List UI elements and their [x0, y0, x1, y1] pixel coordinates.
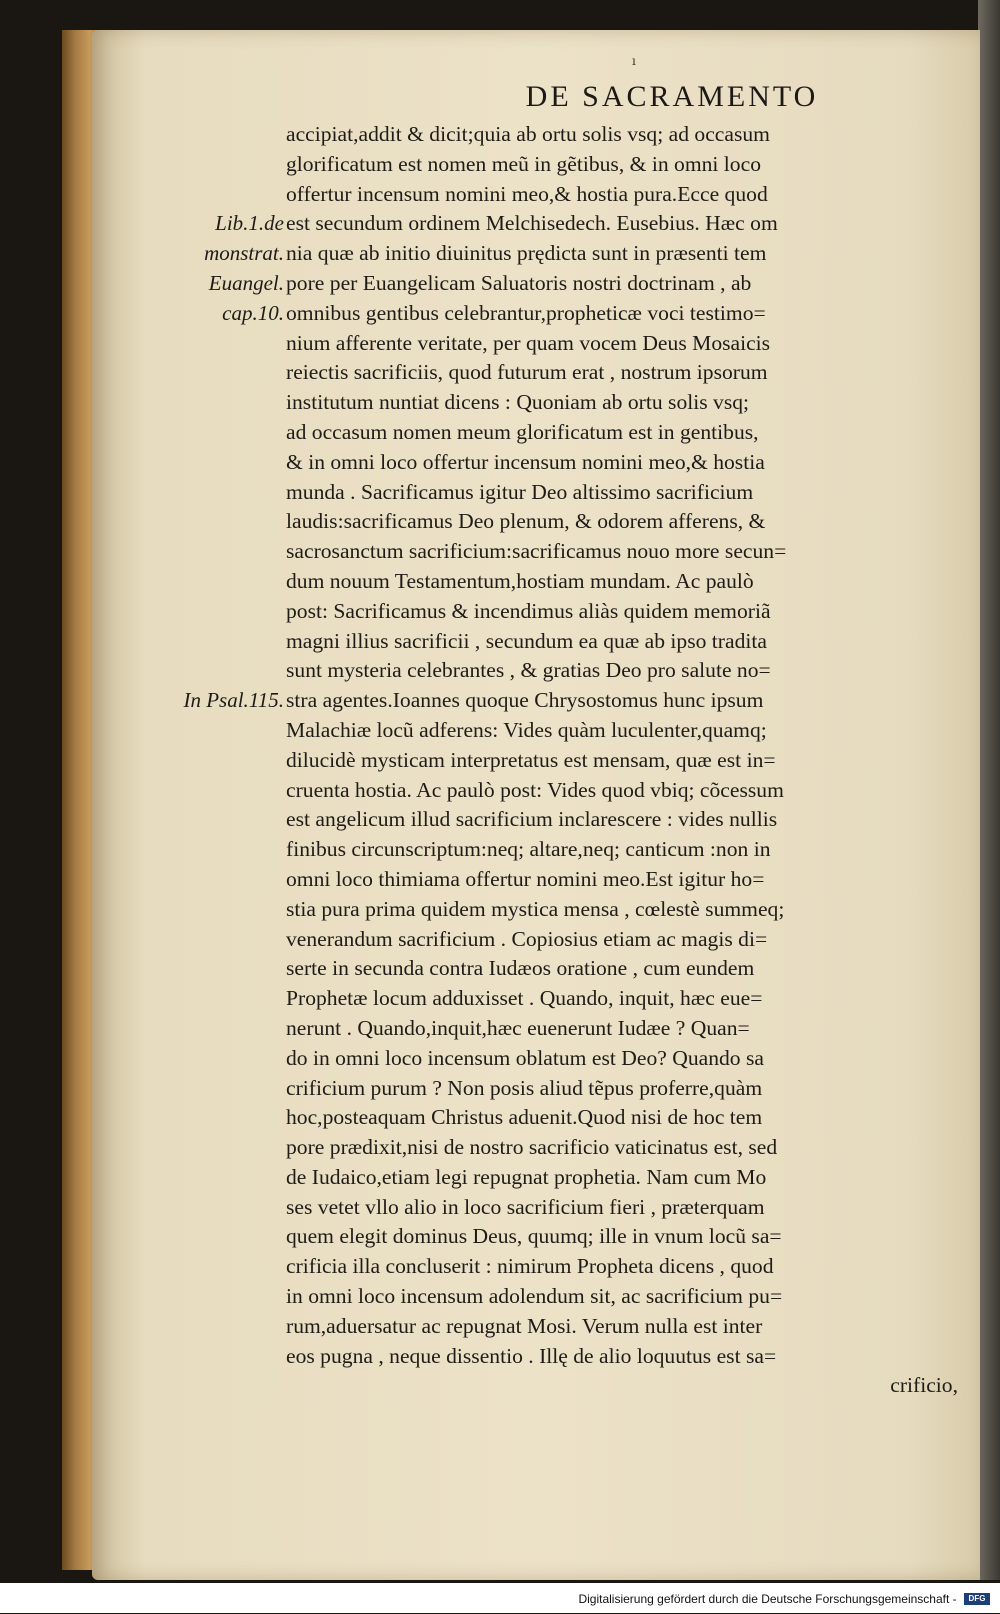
dfg-logo-icon: DFG	[964, 1593, 990, 1605]
text-line: in omni loco incensum adolendum sit, ac sacrificium pu=	[286, 1284, 783, 1309]
text-line: nia quæ ab initio diuinitus prędicta sunt in præsenti tem	[286, 241, 767, 266]
book-spine-edge	[978, 0, 1000, 1580]
margin-note-line: Euangel.	[208, 271, 284, 295]
text-line: crificia illa concluserit : nimirum Propheta dicens , quod	[286, 1254, 774, 1279]
margin-note-eusebius	[136, 208, 284, 328]
text-line: accipiat,addit & dicit;quia ab ortu solis vsq; ad occasum	[286, 122, 770, 146]
text-line: & in omni loco offertur incensum nomini meo,& hostia	[286, 449, 765, 474]
running-header: DE SACRAMENTO	[525, 80, 819, 113]
text-line: est secundum ordinem Melchisedech. Eusebius. Hæc om	[286, 211, 778, 236]
text-line: pore prædixit,nisi de nostro sacrificio vaticinatus est, sed	[286, 1135, 778, 1160]
text-line: finibus circunscriptum:neq; altare,neq; canticum :non in	[286, 837, 771, 862]
folio-mark: ı	[632, 54, 636, 68]
text-line: do in omni loco incensum oblatum est Deo? Quando sa	[286, 1045, 764, 1070]
text-line: Malachiæ locũ adferens: Vides quàm luculenter,quamq;	[286, 717, 767, 742]
text-line: nerunt . Quando,inquit,hæc euenerunt Iudæe ? Quan=	[286, 1015, 750, 1040]
text-line: venerandum sacrificium . Copiosius etiam ac magis di=	[286, 926, 768, 951]
text-line: cruenta hostia. Ac paulò post: Vides quod vbiq; cõcessum	[286, 777, 784, 802]
text-line: de Iudaico,etiam legi repugnat prophetia. Nam cum Mo	[286, 1164, 767, 1189]
text-line: rum,aduersatur ac repugnat Mosi. Verum nulla est inter	[286, 1313, 763, 1338]
text-line: munda . Sacrificamus igitur Deo altissimo sacrificium	[286, 479, 754, 504]
text-line: ses vetet vllo alio in loco sacrificium fieri , præterquam	[286, 1194, 765, 1219]
text-line: hoc,posteaquam Christus aduenit.Quod nisi de hoc tem	[286, 1105, 763, 1130]
text-line: quem elegit dominus Deus, quumq; ille in vnum locũ sa=	[286, 1224, 782, 1249]
text-line: omnibus gentibus celebrantur,propheticæ voci testimo=	[286, 300, 766, 325]
text-line: post: Sacrificamus & incendimus aliàs quidem memoriã	[286, 598, 771, 623]
text-line: eos pugna , neque dissentio . Illę de alio loquutus est sa=	[286, 1343, 777, 1368]
margin-note-line: In Psal.115.	[183, 688, 284, 712]
text-line: magni illius sacrificii , secundum ea quæ ab ipso tradita	[286, 628, 767, 653]
text-line: dum nouum Testamentum,hostiam mundam. Ac paulò	[286, 568, 754, 593]
text-line: stra agentes.Ioannes quoque Chrysostomus hunc ipsum	[286, 688, 764, 713]
margin-note-line: Lib.1.de	[215, 211, 284, 235]
text-line: ad occasum nomen meum glorificatum est in gentibus,	[286, 419, 759, 444]
text-line: laudis:sacrificamus Deo plenum, & odorem afferens, &	[286, 509, 766, 534]
body-text	[286, 120, 958, 1401]
book-page	[92, 30, 980, 1580]
text-line: serte in secunda contra Iudæos oratione , cum eundem	[286, 956, 755, 981]
text-line: Prophetæ locum adduxisset . Quando, inquit, hæc eue=	[286, 986, 763, 1011]
margin-note-chrysostom	[136, 685, 284, 715]
text-line: crificium purum ? Non posis aliud tẽpus proferre,quàm	[286, 1075, 763, 1100]
text-line: sunt mysteria celebrantes , & gratias Deo pro salute no=	[286, 658, 771, 683]
text-line: glorificatum est nomen meũ in gẽtibus, & in omni loco	[286, 151, 761, 176]
text-line: institutum nuntiat dicens : Quoniam ab ortu solis vsq;	[286, 390, 750, 415]
text-line: reiectis sacrificiis, quod futurum erat , nostrum ipsorum	[286, 360, 768, 385]
text-line: stia pura prima quidem mystica mensa , cœlestè summeq;	[286, 896, 785, 921]
text-line: dilucidè mysticam interpretatus est mensam, quæ est in=	[286, 747, 776, 772]
text-line: crificio,	[890, 1373, 958, 1398]
margin-note-line: cap.10.	[222, 301, 284, 325]
text-line: sacrosanctum sacrificium:sacrificamus nouo more secun=	[286, 539, 787, 564]
text-line: omni loco thimiama offertur nomini meo.Est igitur ho=	[286, 866, 765, 891]
text-line: pore per Euangelicam Saluatoris nostri doctrinam , ab	[286, 270, 752, 295]
text-line: est angelicum illud sacrificium inclarescere : vides nullis	[286, 807, 778, 832]
digitization-footer	[0, 1583, 1000, 1613]
text-line: nium afferente veritate, per quam vocem Deus Mosaicis	[286, 330, 771, 355]
margin-note-line: monstrat.	[204, 241, 284, 265]
text-line: offertur incensum nomini meo,& hostia pura.Ecce quod	[286, 181, 768, 206]
funding-credit: Digitalisierung gefördert durch die Deutsche Forschungsgemeinschaft -	[578, 1591, 957, 1606]
